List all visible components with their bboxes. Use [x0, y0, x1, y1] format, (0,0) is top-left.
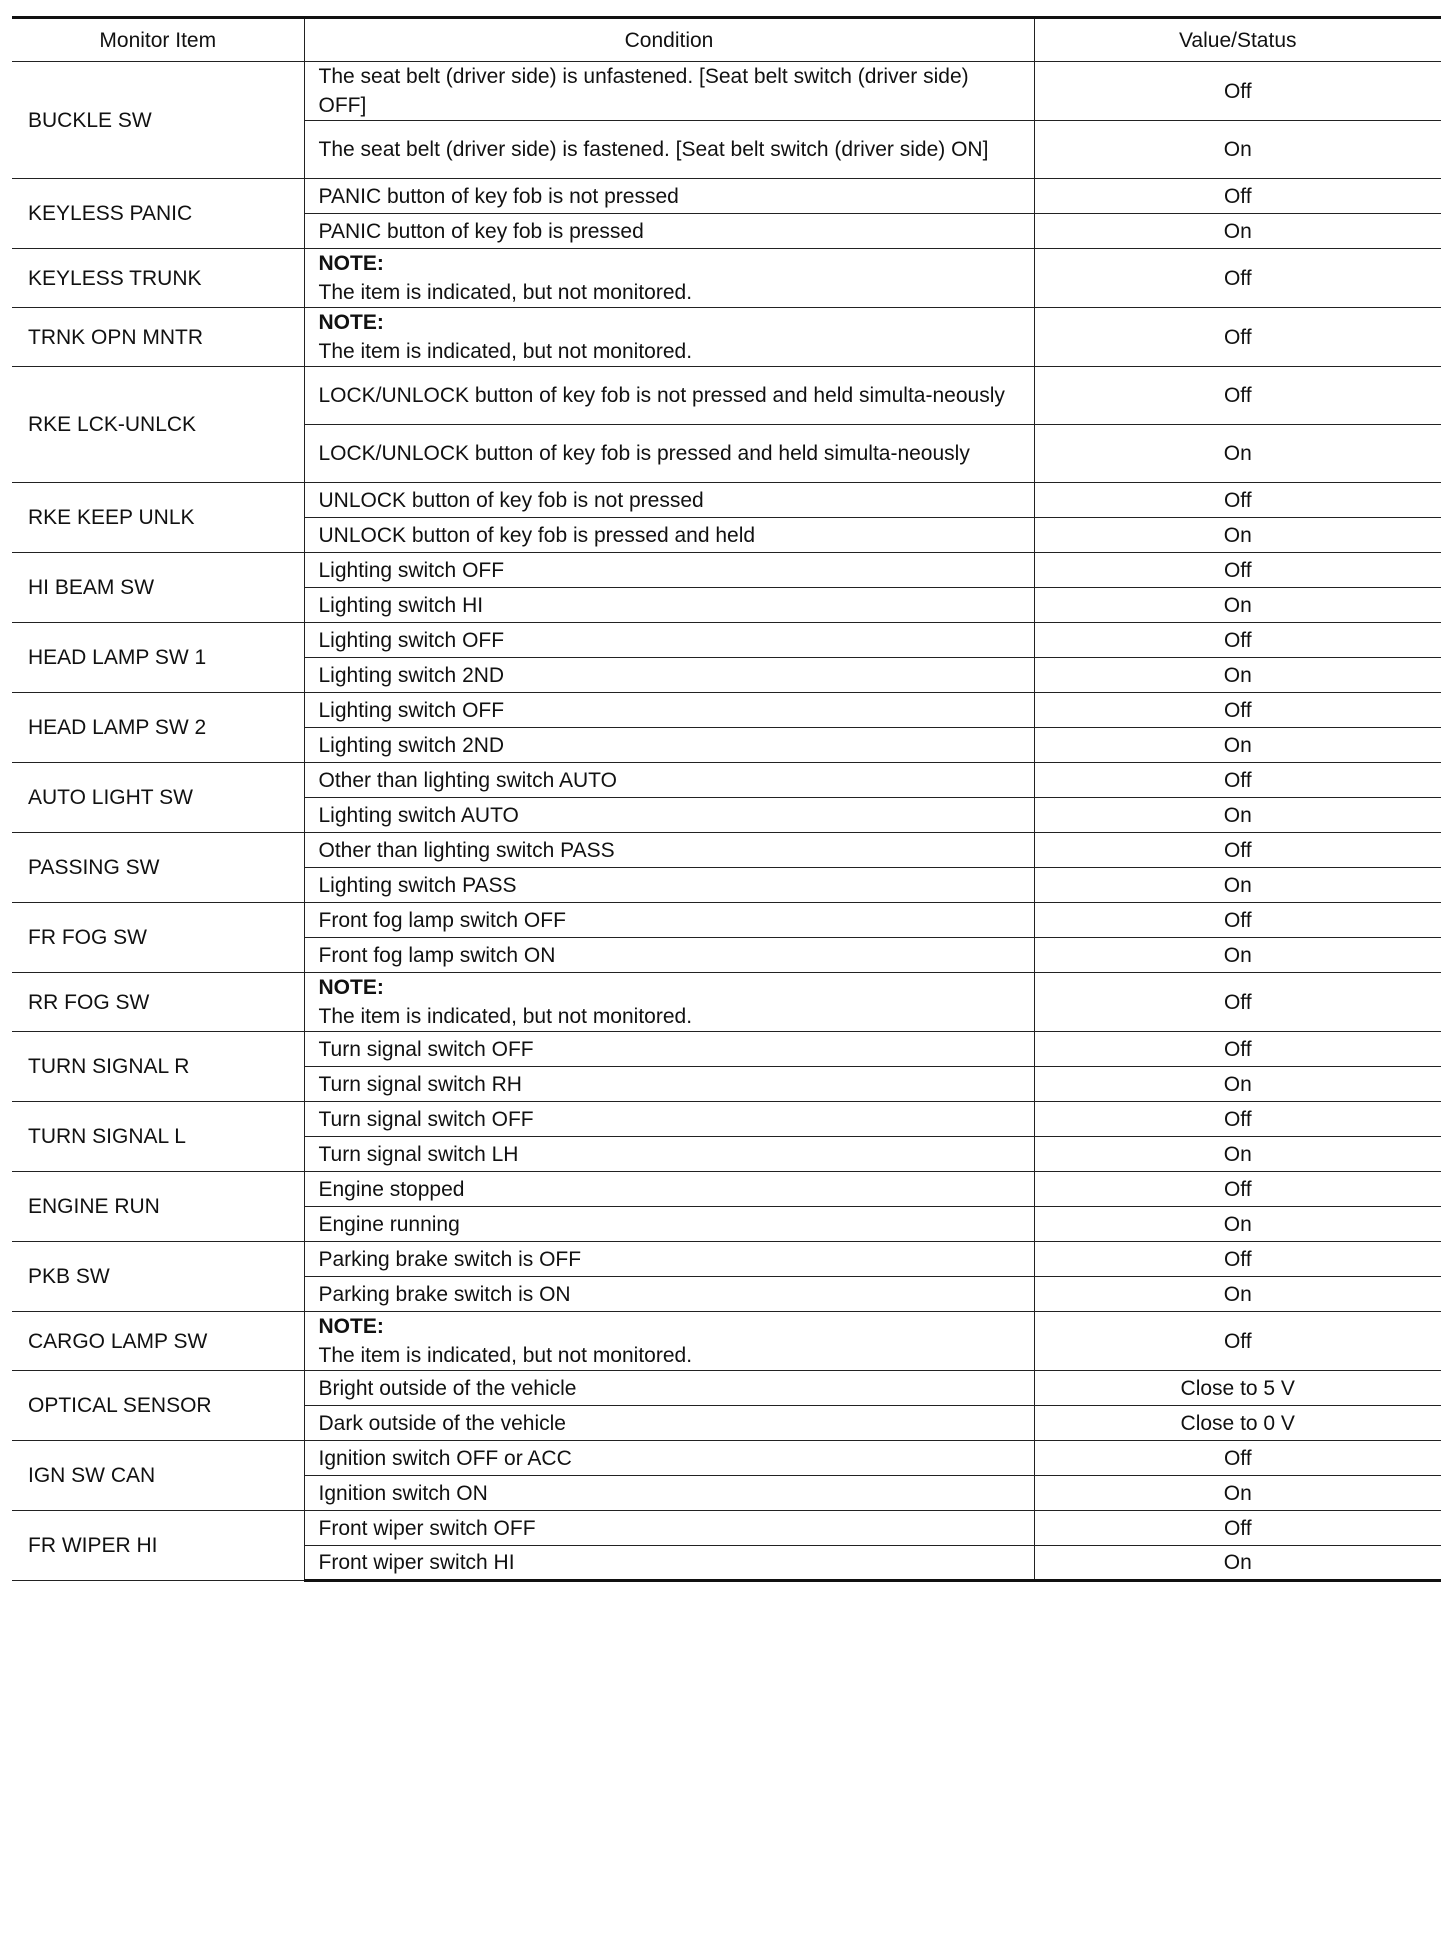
header-condition: Condition [304, 18, 1034, 62]
table-row [12, 367, 1441, 425]
value-status-cell: On [1034, 938, 1441, 973]
condition-text: Dark outside of the vehicle [318, 1411, 566, 1435]
note-label: NOTE: [318, 1315, 384, 1338]
value-status-cell: On [1034, 1137, 1441, 1172]
monitor-item-cell: ENGINE RUN [12, 1172, 304, 1242]
condition-cell [304, 1102, 1034, 1137]
value-status-cell: On [1034, 1476, 1441, 1511]
condition-text: Lighting switch AUTO [318, 803, 519, 827]
value-status-cell: On [1034, 658, 1441, 693]
monitor-item-cell: KEYLESS PANIC [12, 179, 304, 249]
monitor-item-cell: PASSING SW [12, 833, 304, 903]
note-label: NOTE: [318, 252, 384, 275]
value-status-cell: On [1034, 425, 1441, 483]
monitor-item-cell: TURN SIGNAL R [12, 1032, 304, 1102]
table-row [12, 973, 1441, 1032]
table-row [12, 1371, 1441, 1406]
condition-cell [304, 1032, 1034, 1067]
condition-cell [304, 1172, 1034, 1207]
value-status-cell: Off [1034, 1102, 1441, 1137]
condition-cell [304, 1137, 1034, 1172]
table-row [12, 553, 1441, 588]
value-status-cell: On [1034, 1277, 1441, 1312]
condition-text: Parking brake switch is ON [318, 1282, 571, 1306]
monitor-item-cell: RKE LCK-UNLCK [12, 367, 304, 483]
value-status-cell: On [1034, 728, 1441, 763]
condition-text: Engine stopped [318, 1177, 465, 1201]
condition-cell [304, 973, 1034, 1032]
condition-cell [304, 693, 1034, 728]
value-status-cell: Off [1034, 1312, 1441, 1371]
condition-cell [304, 1067, 1034, 1102]
value-status-cell: Off [1034, 308, 1441, 367]
monitor-item-cell: HI BEAM SW [12, 553, 304, 623]
condition-text: The item is indicated, but not monitored. [318, 281, 693, 304]
condition-text: Lighting switch 2ND [318, 663, 505, 687]
value-status-cell: On [1034, 214, 1441, 249]
condition-cell [304, 249, 1034, 308]
value-status-cell: Off [1034, 693, 1441, 728]
table-row [12, 1312, 1441, 1371]
value-status-cell: On [1034, 798, 1441, 833]
condition-cell [304, 1441, 1034, 1476]
condition-text: Lighting switch OFF [318, 698, 505, 722]
table-row [12, 833, 1441, 868]
monitor-item-cell: OPTICAL SENSOR [12, 1371, 304, 1441]
table-row [12, 249, 1441, 308]
condition-cell [304, 367, 1034, 425]
note-label: NOTE: [318, 311, 384, 334]
condition-cell [304, 553, 1034, 588]
condition-cell [304, 938, 1034, 973]
condition-text: LOCK/UNLOCK button of key fob is not pressed and held simulta-neously [318, 384, 1005, 407]
value-status-cell: Off [1034, 623, 1441, 658]
condition-text: The item is indicated, but not monitored. [318, 1344, 693, 1367]
table-row [12, 1032, 1441, 1067]
monitor-table [12, 16, 1441, 1582]
condition-cell [304, 483, 1034, 518]
condition-cell [304, 214, 1034, 249]
header-value-status: Value/Status [1034, 18, 1441, 62]
condition-text: Front wiper switch OFF [318, 1516, 536, 1540]
condition-cell [304, 1406, 1034, 1441]
monitor-item-cell: KEYLESS TRUNK [12, 249, 304, 308]
condition-text: Lighting switch 2ND [318, 733, 505, 757]
monitor-item-cell: HEAD LAMP SW 2 [12, 693, 304, 763]
condition-cell [304, 308, 1034, 367]
condition-text: Lighting switch HI [318, 593, 484, 617]
condition-cell [304, 728, 1034, 763]
value-status-cell: Off [1034, 179, 1441, 214]
condition-cell [304, 1242, 1034, 1277]
table-header-row [12, 18, 1441, 62]
condition-cell [304, 1511, 1034, 1546]
value-status-cell: Off [1034, 483, 1441, 518]
value-status-cell: Off [1034, 1172, 1441, 1207]
condition-text: Turn signal switch LH [318, 1142, 519, 1166]
table-row [12, 62, 1441, 121]
value-status-cell: Off [1034, 367, 1441, 425]
value-status-cell: On [1034, 518, 1441, 553]
value-status-cell: On [1034, 1207, 1441, 1242]
monitor-item-cell: IGN SW CAN [12, 1441, 304, 1511]
table-row [12, 179, 1441, 214]
monitor-item-cell: FR FOG SW [12, 903, 304, 973]
condition-cell [304, 623, 1034, 658]
value-status-cell: Off [1034, 1242, 1441, 1277]
table-row [12, 1172, 1441, 1207]
condition-cell [304, 1371, 1034, 1406]
value-status-cell: Off [1034, 973, 1441, 1032]
monitor-item-cell: BUCKLE SW [12, 62, 304, 179]
condition-text: Bright outside of the vehicle [318, 1376, 577, 1400]
condition-cell [304, 868, 1034, 903]
value-status-cell: On [1034, 121, 1441, 179]
condition-cell [304, 798, 1034, 833]
condition-cell [304, 62, 1034, 121]
table-row [12, 483, 1441, 518]
monitor-item-cell: TURN SIGNAL L [12, 1102, 304, 1172]
condition-text: Other than lighting switch PASS [318, 838, 615, 862]
table-row [12, 763, 1441, 798]
value-status-cell: Close to 0 V [1034, 1406, 1441, 1441]
table-row [12, 623, 1441, 658]
condition-cell [304, 179, 1034, 214]
value-status-cell: On [1034, 1067, 1441, 1102]
condition-text: The item is indicated, but not monitored. [318, 340, 693, 363]
condition-text: Turn signal switch OFF [318, 1037, 534, 1061]
monitor-item-cell: AUTO LIGHT SW [12, 763, 304, 833]
value-status-cell: Off [1034, 1511, 1441, 1546]
note-label: NOTE: [318, 976, 384, 999]
condition-cell [304, 425, 1034, 483]
condition-cell [304, 1207, 1034, 1242]
table-row [12, 1242, 1441, 1277]
monitor-item-cell: HEAD LAMP SW 1 [12, 623, 304, 693]
monitor-item-cell: FR WIPER HI [12, 1511, 304, 1581]
value-status-cell: Off [1034, 903, 1441, 938]
value-status-cell: On [1034, 588, 1441, 623]
condition-cell [304, 903, 1034, 938]
condition-cell [304, 1546, 1034, 1581]
monitor-item-cell: CARGO LAMP SW [12, 1312, 304, 1371]
condition-text: The seat belt (driver side) is unfastened. [Seat belt switch (driver side) OFF] [318, 65, 969, 117]
condition-cell [304, 1476, 1034, 1511]
condition-text: Turn signal switch OFF [318, 1107, 534, 1131]
condition-cell [304, 121, 1034, 179]
condition-text: The item is indicated, but not monitored. [318, 1005, 693, 1028]
condition-cell [304, 763, 1034, 798]
condition-cell [304, 833, 1034, 868]
condition-text: The seat belt (driver side) is fastened. [Seat belt switch (driver side) ON] [318, 138, 989, 161]
table-row [12, 1441, 1441, 1476]
value-status-cell: Off [1034, 553, 1441, 588]
monitor-item-cell: RKE KEEP UNLK [12, 483, 304, 553]
condition-cell [304, 1277, 1034, 1312]
condition-text: UNLOCK button of key fob is not pressed [318, 488, 704, 512]
value-status-cell: Off [1034, 1441, 1441, 1476]
table-row [12, 308, 1441, 367]
condition-text: Front fog lamp switch OFF [318, 908, 566, 932]
value-status-cell: Off [1034, 62, 1441, 121]
value-status-cell: Off [1034, 763, 1441, 798]
monitor-item-cell: RR FOG SW [12, 973, 304, 1032]
value-status-cell: On [1034, 1546, 1441, 1581]
condition-text: Front fog lamp switch ON [318, 943, 556, 967]
condition-text: PANIC button of key fob is not pressed [318, 184, 679, 208]
condition-text: Lighting switch PASS [318, 873, 517, 897]
value-status-cell: Off [1034, 1032, 1441, 1067]
condition-text: PANIC button of key fob is pressed [318, 219, 644, 243]
condition-text: UNLOCK button of key fob is pressed and held [318, 523, 756, 547]
table-row [12, 903, 1441, 938]
condition-cell [304, 518, 1034, 553]
header-monitor-item: Monitor Item [12, 18, 304, 62]
table-row [12, 1511, 1441, 1546]
value-status-cell: Close to 5 V [1034, 1371, 1441, 1406]
monitor-item-cell: PKB SW [12, 1242, 304, 1312]
condition-text: Engine running [318, 1212, 460, 1236]
value-status-cell: Off [1034, 833, 1441, 868]
condition-text: Lighting switch OFF [318, 628, 505, 652]
condition-cell [304, 658, 1034, 693]
condition-text: LOCK/UNLOCK button of key fob is pressed and held simulta-neously [318, 442, 970, 465]
condition-text: Parking brake switch is OFF [318, 1247, 582, 1271]
condition-cell [304, 1312, 1034, 1371]
condition-text: Front wiper switch HI [318, 1551, 515, 1574]
table-row [12, 1102, 1441, 1137]
condition-text: Other than lighting switch AUTO [318, 768, 617, 792]
monitor-item-cell: TRNK OPN MNTR [12, 308, 304, 367]
condition-text: Lighting switch OFF [318, 558, 505, 582]
condition-text: Turn signal switch RH [318, 1072, 522, 1096]
value-status-cell: On [1034, 868, 1441, 903]
value-status-cell: Off [1034, 249, 1441, 308]
table-row [12, 693, 1441, 728]
condition-text: Ignition switch ON [318, 1481, 488, 1505]
condition-cell [304, 588, 1034, 623]
condition-text: Ignition switch OFF or ACC [318, 1446, 572, 1470]
